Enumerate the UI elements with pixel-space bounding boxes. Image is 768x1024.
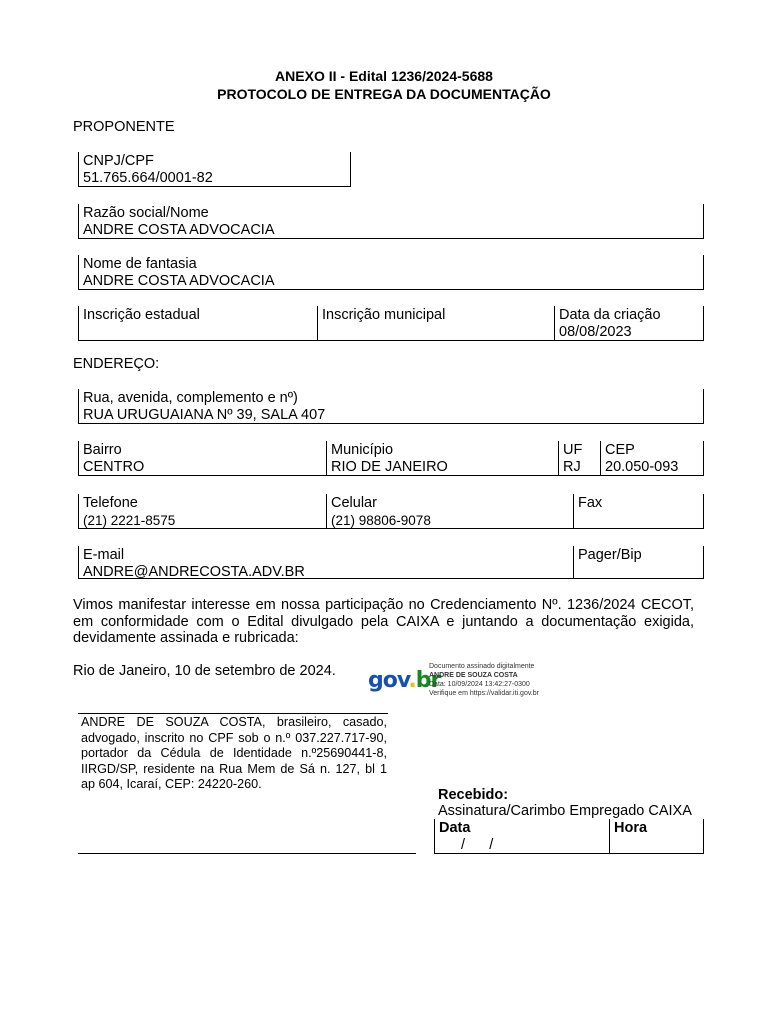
telefone-field[interactable] [79, 494, 326, 528]
celular-field[interactable] [326, 494, 573, 528]
inscricoes-row [78, 306, 704, 341]
recebido-table [434, 819, 704, 854]
recebido-hora-label: Hora [614, 820, 648, 836]
cep-value: 20.050-093 [605, 459, 679, 475]
bairro-row [78, 441, 704, 476]
signatory-declaration: ANDRE DE SOUZA COSTA, brasileiro, casado, advogado, inscrito no CPF sob o n.º 037.227.717-90, portador da Cédula de Identidade n.º25690441-8, IIRGD/SP, residente na Rua Mem de Sá n. 127, bl 1 ap 604, Icaraí, CEP: 24220-260. [81, 715, 387, 791]
razao-social-label: Razão social/Nome [83, 205, 209, 221]
celular-value: (21) 98806-9078 [331, 513, 431, 528]
telefone-label: Telefone [83, 495, 138, 511]
uf-label: UF [563, 442, 583, 458]
signature-line [78, 713, 388, 714]
cep-label: CEP [605, 442, 635, 458]
municipio-label: Município [331, 442, 394, 458]
rua-label: Rua, avenida, complemento e nº) [83, 390, 298, 406]
telefones-row [78, 494, 704, 529]
email-field[interactable] [79, 546, 573, 578]
nome-fantasia-value: ANDRE COSTA ADVOCACIA [83, 273, 275, 289]
govbr-logo-dot: . [408, 668, 416, 693]
cnpj-label: CNPJ/CPF [83, 153, 154, 169]
data-criacao-label: Data da criação [559, 307, 661, 323]
celular-label: Celular [331, 495, 377, 511]
proponente-heading: PROPONENTE [73, 119, 175, 135]
bairro-value: CENTRO [83, 459, 145, 475]
signature-line-1: Documento assinado digitalmente [429, 663, 535, 670]
rua-field[interactable] [78, 389, 704, 424]
recebido-hora-field[interactable] [609, 819, 703, 853]
uf-field[interactable] [558, 441, 600, 475]
endereco-heading: ENDEREÇO: [73, 356, 160, 372]
recebido-data-field[interactable] [435, 819, 609, 853]
inscricao-estadual-field[interactable] [79, 306, 317, 340]
nome-fantasia-field[interactable] [78, 255, 704, 290]
email-row [78, 546, 704, 579]
pager-field[interactable] [573, 546, 703, 578]
recebido-data-value: / / [461, 837, 494, 853]
razao-social-field[interactable] [78, 204, 704, 239]
signature-verify-url: Verifique em https://validar.iti.gov.br [429, 690, 539, 697]
data-criacao-field[interactable] [554, 306, 703, 340]
pager-label: Pager/Bip [578, 547, 642, 563]
cep-field[interactable] [600, 441, 703, 475]
signature-signer-name: ANDRE DE SOUZA COSTA [429, 672, 518, 679]
data-criacao-value: 08/08/2023 [559, 324, 632, 340]
bottom-rule [78, 853, 416, 854]
razao-social-value: ANDRE COSTA ADVOCACIA [83, 222, 275, 238]
document-title: ANEXO II - Edital 1236/2024-5688 [275, 68, 493, 84]
recebido-data-label: Data [439, 820, 471, 836]
inscricao-estadual-label: Inscrição estadual [83, 307, 200, 323]
fax-field[interactable] [573, 494, 703, 528]
inscricao-municipal-label: Inscrição municipal [322, 307, 446, 323]
bairro-label: Bairro [83, 442, 122, 458]
govbr-logo-gov: gov [368, 668, 409, 693]
fax-label: Fax [578, 495, 603, 511]
municipio-value: RIO DE JANEIRO [331, 459, 448, 475]
uf-value: RJ [563, 459, 581, 475]
inscricao-municipal-field[interactable] [317, 306, 554, 340]
rua-value: RUA URUGUAIANA Nº 39, SALA 407 [83, 407, 326, 423]
cnpj-field[interactable] [78, 152, 351, 187]
municipio-field[interactable] [326, 441, 558, 475]
telefone-value: (21) 2221-8575 [83, 513, 176, 528]
recebido-heading: Recebido: [438, 787, 509, 803]
govbr-logo-br: br [415, 668, 441, 693]
nome-fantasia-label: Nome de fantasia [83, 256, 197, 272]
document-subtitle: PROTOCOLO DE ENTREGA DA DOCUMENTAÇÃO [217, 86, 551, 102]
interest-paragraph: Vimos manifestar interesse em nossa participação no Credenciamento Nº. 1236/2024 CECOT, em conformidade com o Edital divulgado pela CAIXA e juntando a documentação exigida, devidamente assinada e rubricada: [73, 597, 694, 646]
email-value: ANDRE@ANDRECOSTA.ADV.BR [83, 564, 305, 580]
cnpj-value: 51.765.664/0001-82 [83, 170, 213, 186]
bairro-field[interactable] [79, 441, 326, 475]
email-label: E-mail [83, 547, 125, 563]
recebido-subheading: Assinatura/Carimbo Empregado CAIXA [438, 803, 692, 819]
digital-signature-stamp [429, 662, 539, 698]
place-date: Rio de Janeiro, 10 de setembro de 2024. [73, 663, 336, 679]
signature-date: Data: 10/09/2024 13:42:27-0300 [429, 681, 530, 688]
